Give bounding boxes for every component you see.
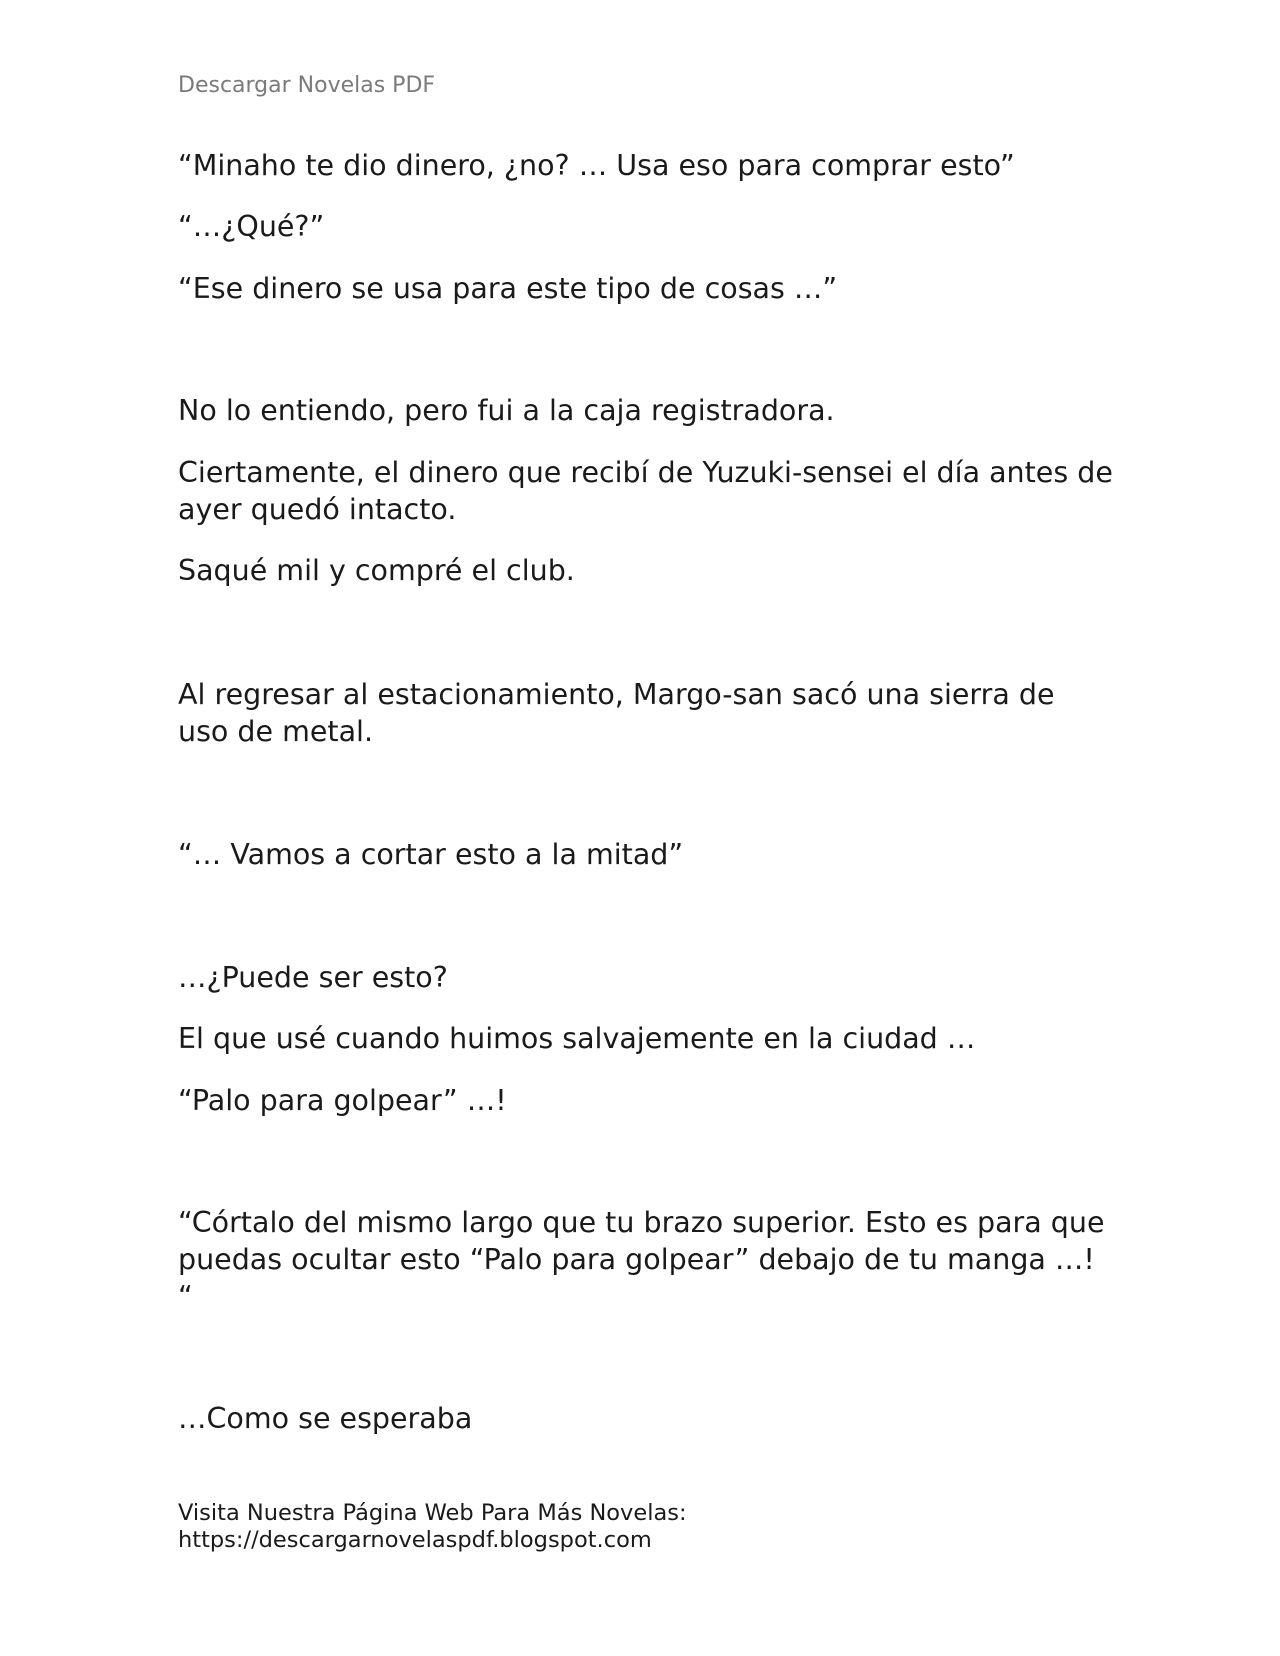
paragraph: No lo entiendo, pero fui a la caja registradora. — [178, 394, 835, 427]
paragraph: “…¿Qué?” — [178, 210, 325, 243]
paragraph: …¿Puede ser esto? — [178, 961, 448, 994]
footer-promo-text: Visita Nuestra Página Web Para Más Novelas: — [178, 1500, 687, 1526]
paragraph: “Córtalo del mismo largo que tu brazo superior. Esto es para que puedas ocultar esto “Palo para golpear” debajo de tu manga …! “ — [178, 1206, 1105, 1313]
footer-url: https://descargarnovelaspdf.blogspot.com — [178, 1527, 652, 1553]
paragraph: “Palo para golpear” …! — [178, 1084, 507, 1117]
page-header: Descargar Novelas PDF — [178, 73, 436, 98]
page-footer — [178, 1500, 687, 1554]
paragraph: Ciertamente, el dinero que recibí de Yuzuki-sensei el día antes de ayer quedó intacto. — [178, 456, 1113, 526]
paragraph: Saqué mil y compré el club. — [178, 554, 575, 587]
paragraph: “Minaho te dio dinero, ¿no? … Usa eso para comprar esto” — [178, 149, 1015, 182]
paragraph: El que usé cuando huimos salvajemente en la ciudad … — [178, 1022, 976, 1055]
paragraph: “… Vamos a cortar esto a la mitad” — [178, 838, 684, 871]
paragraph: Al regresar al estacionamiento, Margo-san sacó una sierra de uso de metal. — [178, 678, 1055, 748]
paragraph: …Como se esperaba — [178, 1402, 473, 1435]
paragraph: “Ese dinero se usa para este tipo de cosas …” — [178, 272, 838, 305]
